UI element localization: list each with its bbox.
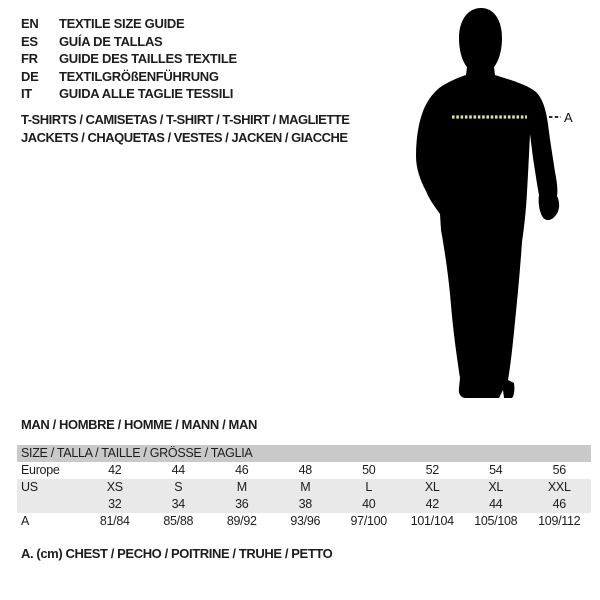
table-cell: 56 <box>552 463 566 477</box>
table-cell: 109/112 <box>538 514 581 528</box>
language-title: TEXTILGRÖßENFÜHRUNG <box>59 68 219 84</box>
table-cell: 85/88 <box>163 514 194 528</box>
language-code: FR <box>21 51 38 67</box>
row-label: Europe <box>21 463 60 477</box>
row-label: A <box>21 514 30 528</box>
section-heading-man: MAN / HOMBRE / HOMME / MANN / MAN <box>21 417 257 432</box>
man-silhouette <box>416 8 559 398</box>
language-title: GUIDA ALLE TAGLIE TESSILI <box>59 86 234 102</box>
table-cell: XS <box>106 480 123 494</box>
category-list <box>21 111 349 147</box>
table-cell: M <box>300 480 311 494</box>
table-cell: L <box>365 480 373 494</box>
table-cell: 54 <box>489 463 503 477</box>
size-table <box>17 445 591 530</box>
row-label <box>17 496 83 513</box>
table-row-europe <box>17 462 591 479</box>
table-cell: 44 <box>489 497 503 511</box>
language-code: ES <box>21 33 38 49</box>
table-cell: XL <box>488 480 504 494</box>
table-row-us <box>17 479 591 496</box>
table-cell: 46 <box>552 497 566 511</box>
table-cell: M <box>236 480 247 494</box>
language-title: GUÍA DE TALLAS <box>59 33 163 49</box>
size-table-header-row <box>17 445 591 462</box>
language-row <box>21 15 237 33</box>
language-list <box>21 15 237 103</box>
category-line-tshirts: T-SHIRTS / CAMISETAS / T-SHIRT / T-SHIRT / MAGLIETTE <box>21 112 350 127</box>
row-label: US <box>21 480 38 494</box>
table-cell: XL <box>424 480 440 494</box>
language-code: EN <box>21 16 39 31</box>
table-cell: 48 <box>298 463 312 477</box>
language-row <box>21 50 237 68</box>
man-silhouette-figure <box>400 0 600 410</box>
table-cell: 40 <box>362 497 376 511</box>
table-cell: 36 <box>235 497 249 511</box>
language-row <box>21 33 237 51</box>
table-cell: 97/100 <box>350 514 387 528</box>
table-cell: 32 <box>108 497 122 511</box>
table-row-numeric <box>17 496 591 513</box>
footnote-chest-legend: A. (cm) CHEST / PECHO / POITRINE / TRUHE / PETTO <box>21 546 333 561</box>
table-cell: 81/84 <box>99 514 130 528</box>
table-cell: 46 <box>235 463 249 477</box>
table-cell: 52 <box>425 463 439 477</box>
category-line-jackets: JACKETS / CHAQUETAS / VESTES / JACKEN / GIACCHE <box>21 130 348 145</box>
table-cell: 105/108 <box>474 514 518 528</box>
table-cell: 42 <box>425 497 439 511</box>
table-cell: 89/92 <box>226 514 257 528</box>
language-code: DE <box>21 68 39 84</box>
language-code: IT <box>21 86 32 102</box>
table-cell: 34 <box>171 497 185 511</box>
table-cell: 93/96 <box>290 514 321 528</box>
language-row <box>21 68 237 86</box>
table-cell: S <box>174 480 183 494</box>
table-cell: 44 <box>171 463 185 477</box>
measure-label-a: A <box>564 110 573 125</box>
table-cell: 38 <box>298 497 312 511</box>
table-cell: XXL <box>547 480 571 494</box>
table-cell: 42 <box>108 463 122 477</box>
language-title: GUIDE DES TAILLES TEXTILE <box>59 51 237 67</box>
language-title: TEXTILE SIZE GUIDE <box>59 16 185 31</box>
table-cell: 101/104 <box>410 514 454 528</box>
table-cell: 50 <box>362 463 376 477</box>
language-row <box>21 85 237 103</box>
size-table-header-label: SIZE / TALLA / TAILLE / GRÖSSE / TAGLIA <box>21 446 253 460</box>
table-row-chest-a <box>17 513 591 530</box>
